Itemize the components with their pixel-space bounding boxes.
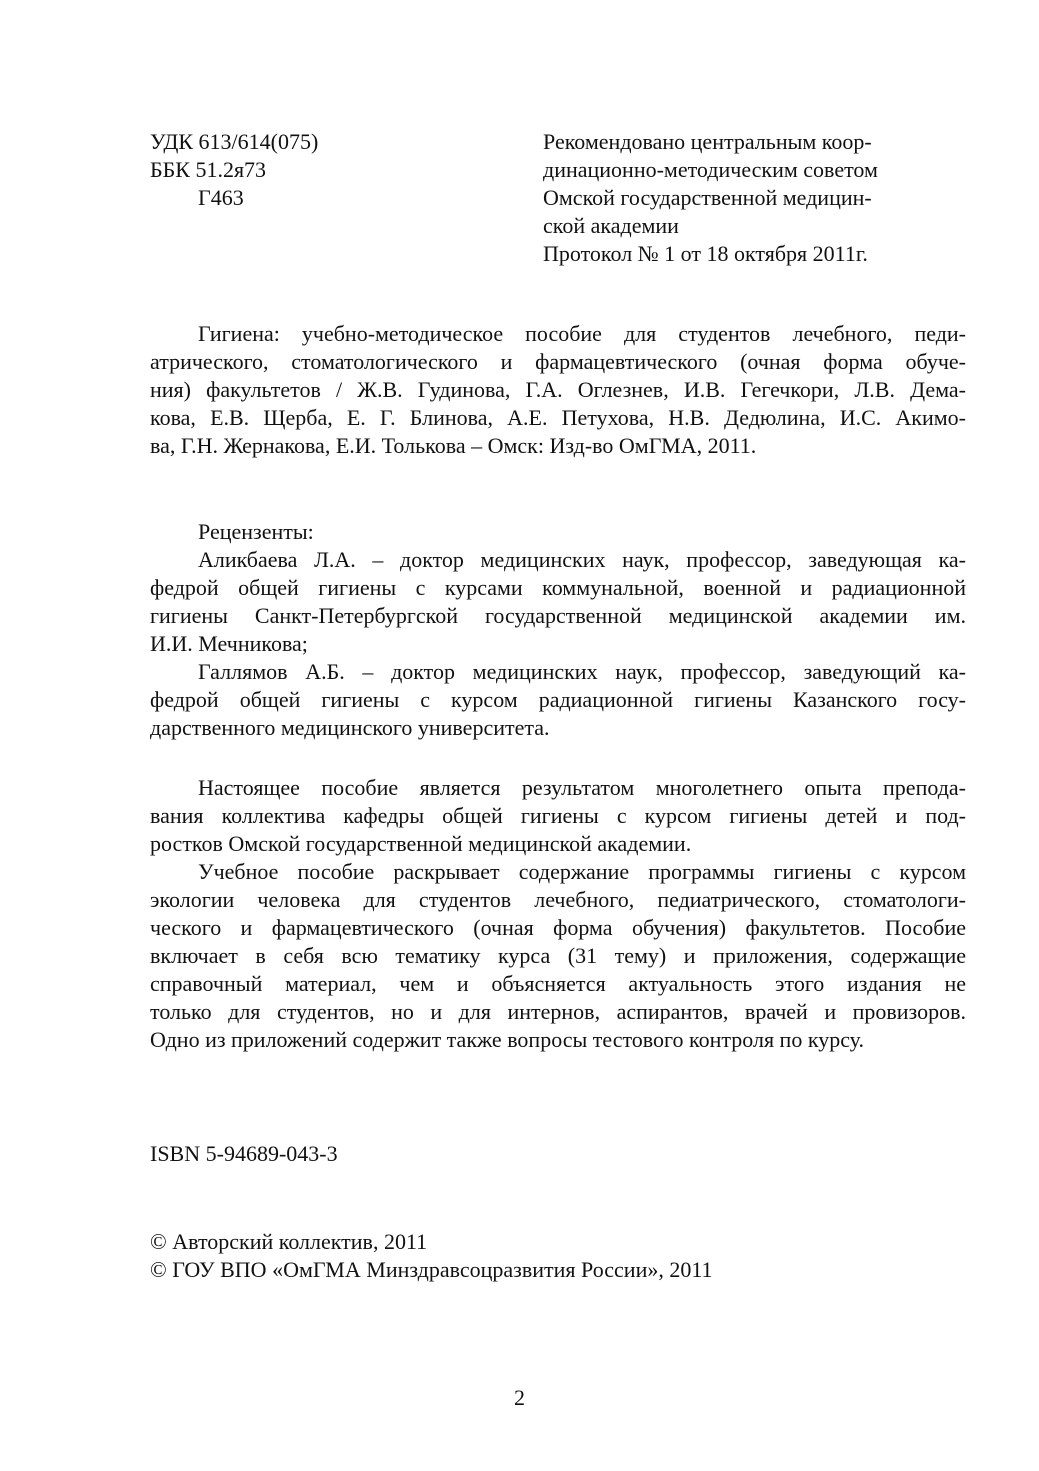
reviewer-line: Галлямов А.Б. – доктор медицинских наук, профессор, заведующий ка- — [198, 659, 966, 684]
annotation-line: ва, Г.Н. Жернакова, Е.И. Толькова – Омск: Изд-во ОмГМА, 2011. — [150, 433, 757, 458]
isbn — [150, 1140, 338, 1168]
description-line: ческого и фармацевтического (очная форма обучения) факультетов. Пособие — [150, 915, 966, 940]
page-number: 2 — [514, 1385, 525, 1410]
recommendation-line: ской академии — [543, 213, 679, 238]
reviewers-block — [150, 518, 966, 742]
recommendation-line: динационно-методическим советом — [543, 157, 878, 182]
udk-code: УДК 613/614(075) — [150, 129, 319, 154]
description-line: только для студентов, но и для интернов, аспирантов, врачей и провизоров. — [150, 999, 966, 1024]
bbk-code: ББК 51.2я73 — [150, 157, 267, 182]
annotation-line: кова, Е.В. Щерба, Е. Г. Блинова, А.Е. Петухова, Н.В. Дедюлина, И.С. Акимо- — [150, 405, 966, 430]
copyright-block — [150, 1228, 713, 1284]
description-line: справочный материал, чем и объясняется актуальность этого издания не — [150, 971, 966, 996]
annotation-line: Гигиена: учебно-методическое пособие для студентов лечебного, педи- — [198, 321, 966, 346]
reviewer-line: Аликбаева Л.А. – доктор медицинских наук, профессор, заведующая ка- — [198, 547, 966, 572]
description-line: вания коллектива кафедры общей гигиены с курсом гигиены детей и под- — [150, 803, 966, 828]
bibliographic-annotation — [150, 320, 966, 460]
isbn-text: ISBN 5-94689-043-3 — [150, 1141, 338, 1166]
description-line: Настоящее пособие является результатом многолетнего опыта препода- — [198, 775, 966, 800]
description-line: ростков Омской государственной медицинской академии. — [150, 831, 692, 856]
reviewer-line: федрой общей гигиены с курсом радиационной гигиены Казанского госу- — [150, 687, 966, 712]
recommendation-line: Рекомендовано центральным коор- — [543, 129, 872, 154]
reviewer-line: И.И. Мечникова; — [150, 631, 308, 656]
recommendation-block — [543, 128, 943, 268]
reviewer-line: гигиены Санкт-Петербургской государственной медицинской академии им. — [150, 603, 966, 628]
description-line: экологии человека для студентов лечебного, педиатрического, стоматологи- — [150, 887, 966, 912]
annotation-line: атрического, стоматологического и фармацевтического (очная форма обуче- — [150, 349, 966, 374]
copyright-line: © Авторский коллектив, 2011 — [150, 1229, 428, 1254]
description-block — [150, 774, 966, 1054]
reviewer-line: федрой общей гигиены с курсами коммунальной, военной и радиационной — [150, 575, 966, 600]
classification-block — [150, 128, 480, 212]
copyright-line: © ГОУ ВПО «ОмГМА Минздравсоцразвития России», 2011 — [150, 1257, 713, 1282]
reviewers-heading: Рецензенты: — [198, 519, 314, 544]
protocol-line: Протокол № 1 от 18 октября 2011г. — [543, 241, 868, 266]
description-line: Одно из приложений содержит также вопросы тестового контроля по курсу. — [150, 1027, 864, 1052]
reviewer-line: дарственного медицинского университета. — [150, 715, 550, 740]
author-mark: Г463 — [198, 185, 244, 210]
annotation-line: ния) факультетов / Ж.В. Гудинова, Г.А. Оглезнев, И.В. Гегечкори, Л.В. Дема- — [150, 377, 966, 402]
description-line: Учебное пособие раскрывает содержание программы гигиены с курсом — [198, 859, 966, 884]
recommendation-line: Омской государственной медицин- — [543, 185, 872, 210]
description-line: включает в себя всю тематику курса (31 тему) и приложения, содержащие — [150, 943, 966, 968]
